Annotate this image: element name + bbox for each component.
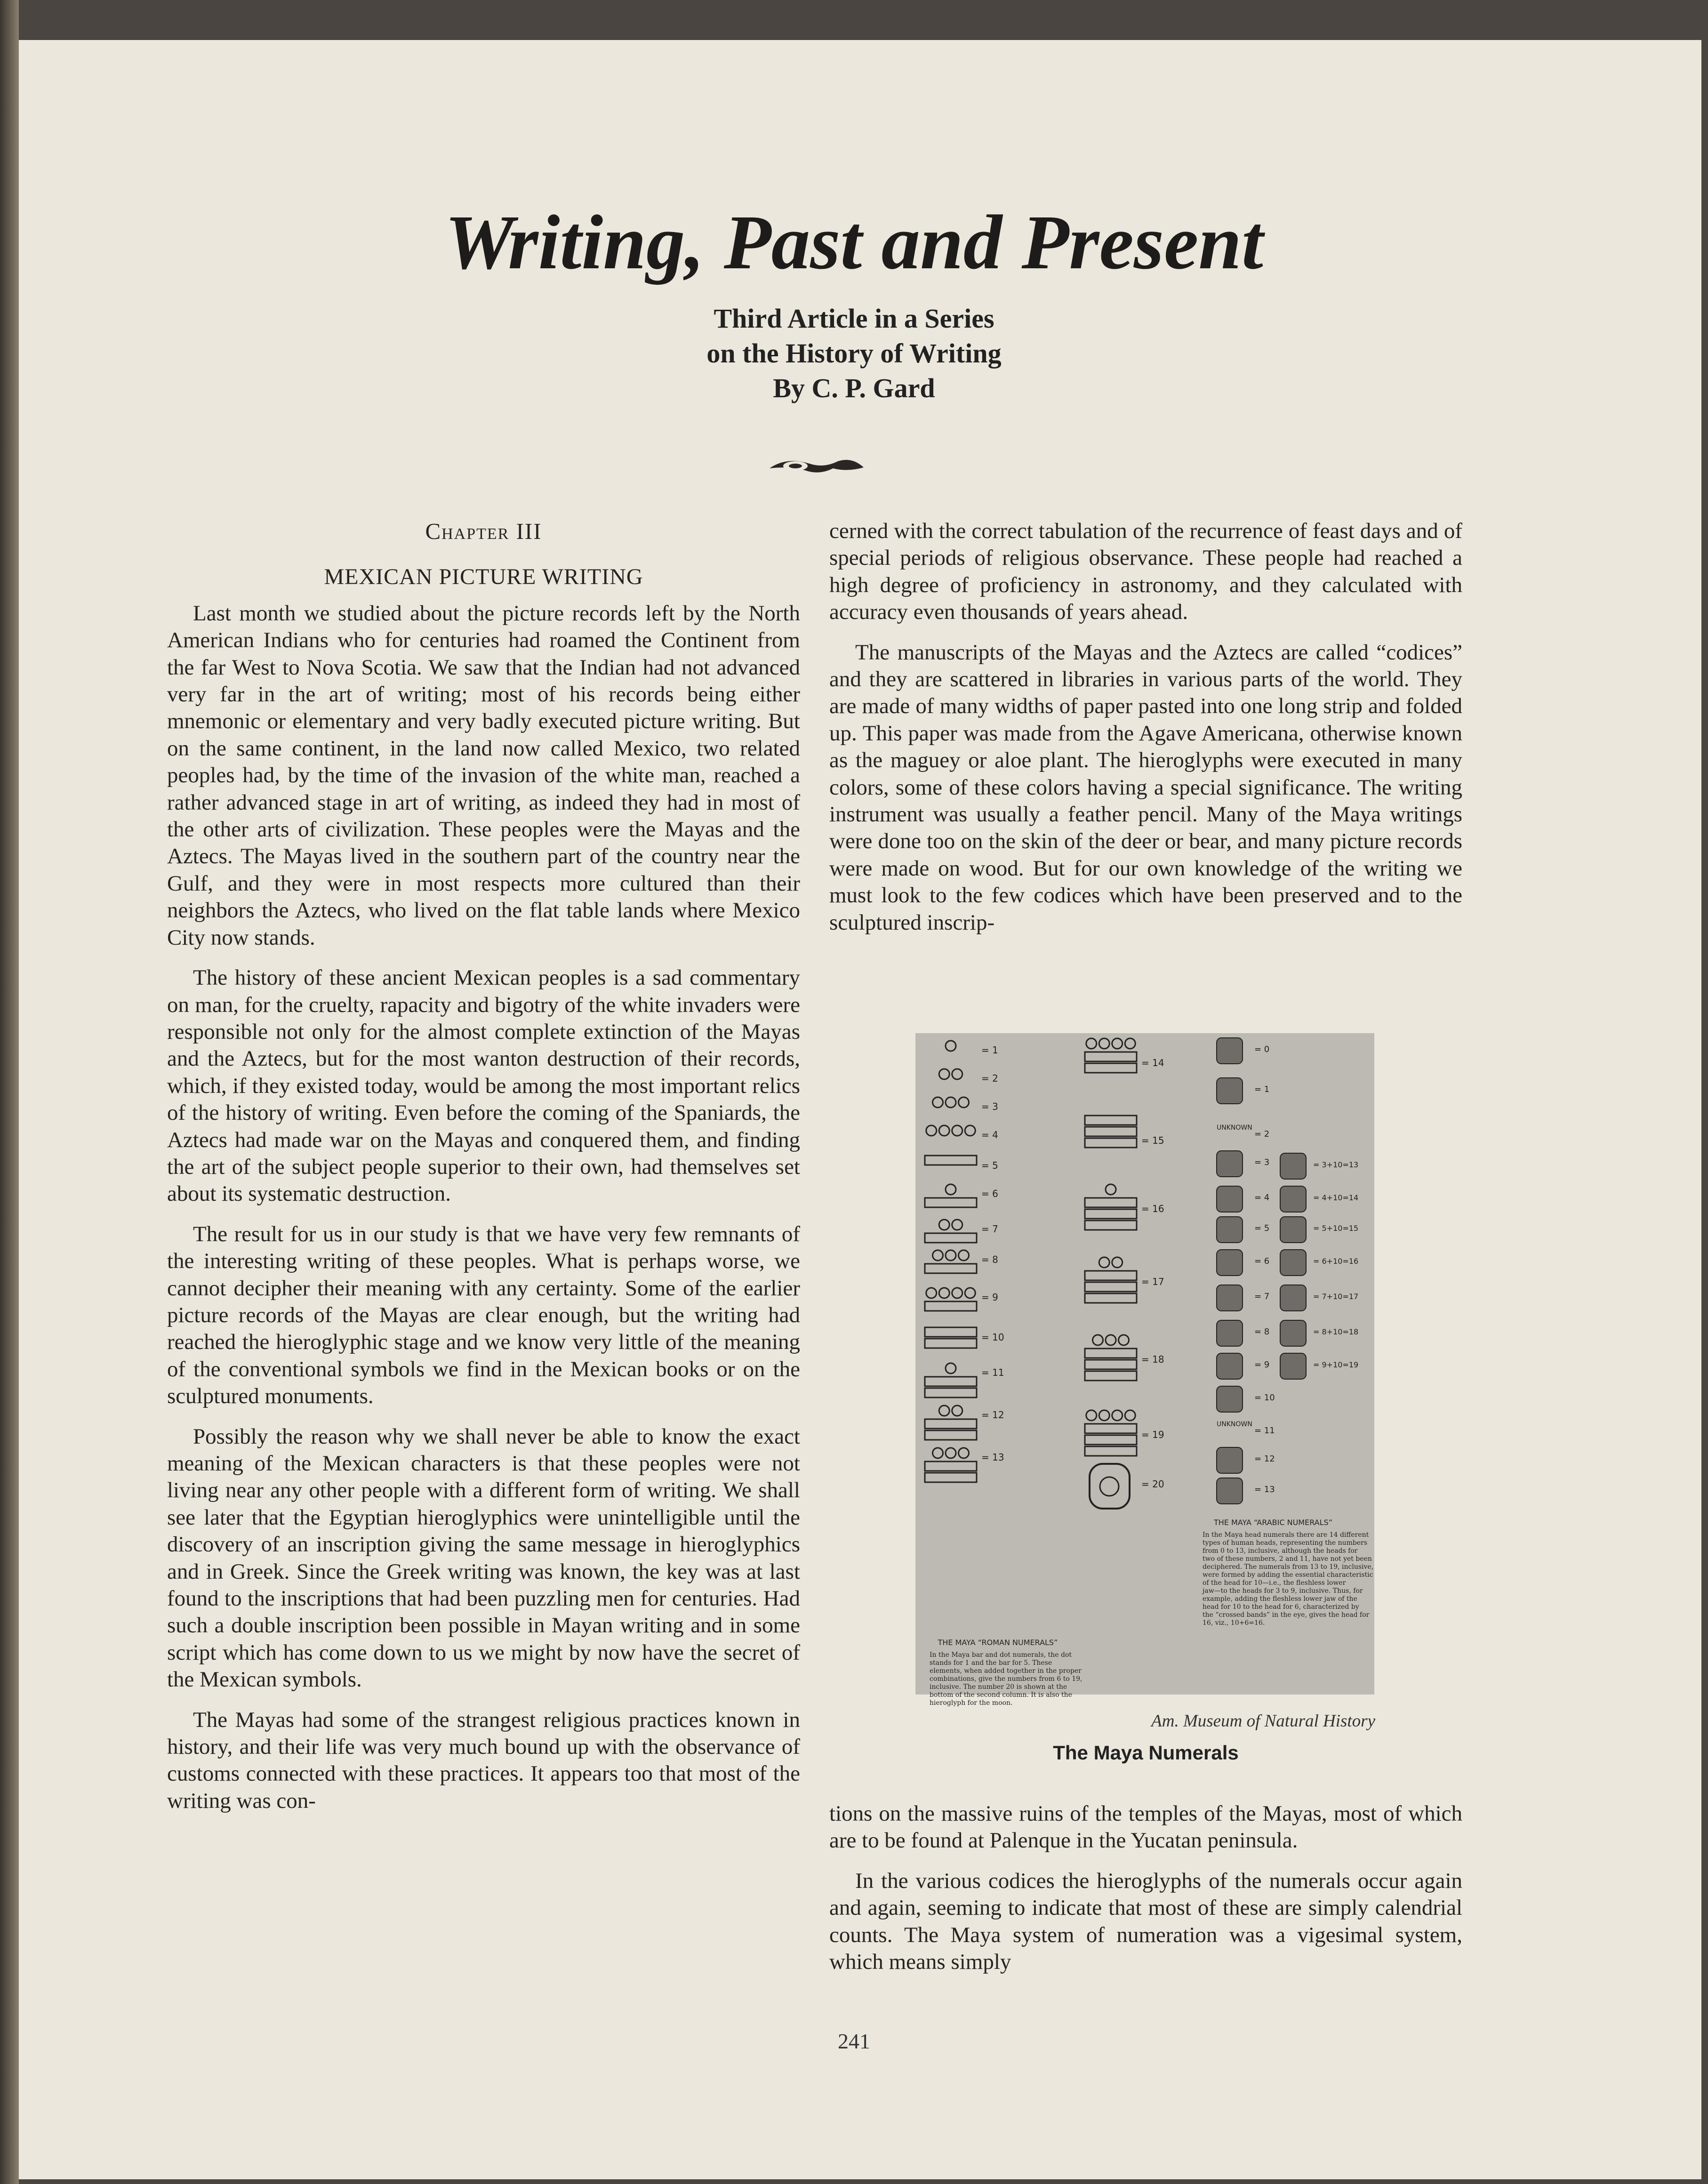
numeral-bar <box>1085 1349 1137 1358</box>
head-label: = 9+10=19 <box>1313 1360 1359 1369</box>
arabic-caption-text <box>1202 1531 1373 1627</box>
article-subtitle <box>0 301 1708 406</box>
numeral-label: = 13 <box>981 1452 1004 1463</box>
numeral-bar <box>1085 1127 1137 1136</box>
numeral-label: = 3 <box>981 1101 998 1112</box>
numeral-dot <box>939 1069 949 1079</box>
numeral-bar <box>925 1461 977 1471</box>
head-glyph-icon <box>1217 1447 1243 1473</box>
subtitle-line: on the History of Writing <box>706 338 1002 369</box>
numeral-bar <box>925 1264 977 1273</box>
head-glyph-icon <box>1280 1153 1306 1179</box>
head-label: = 7 <box>1254 1292 1270 1301</box>
head-label: = 3 <box>1254 1157 1270 1167</box>
numeral-dot <box>933 1448 943 1458</box>
numeral-dot <box>926 1288 937 1298</box>
head-glyph-icon <box>1280 1186 1306 1212</box>
head-glyph-icon <box>1217 1038 1243 1064</box>
numeral-bar <box>1085 1371 1137 1381</box>
numeral-dot <box>933 1250 943 1261</box>
caption-line: elements, when added together in the proper <box>930 1667 1082 1675</box>
arabic-caption-title: THE MAYA “ARABIC NUMERALS” <box>1214 1518 1332 1527</box>
head-glyph-icon <box>1280 1285 1306 1311</box>
numeral-bar <box>925 1156 977 1165</box>
caption-line: In the Maya head numerals there are 14 different <box>1203 1531 1369 1539</box>
head-glyph-icon <box>1217 1186 1243 1212</box>
moon-glyph <box>1090 1464 1130 1509</box>
numeral-dot <box>952 1125 962 1136</box>
numeral-bar <box>925 1327 977 1337</box>
paragraph: The Mayas had some of the strangest religious practices known in history, and their life was very much bound up with the observance of customs connected with these practices. It appears too that most of the writing was con- <box>167 1707 800 1813</box>
numeral-dot <box>1119 1335 1129 1345</box>
numeral-bar <box>1085 1424 1137 1433</box>
numeral-dot <box>1112 1038 1123 1049</box>
numeral-dot <box>952 1220 962 1230</box>
numeral-bar <box>1085 1052 1137 1061</box>
paragraph: In the various codices the hieroglyphs of the numerals occur again and again, seeming to indicate that most of these are simply calendrial counts. The Maya system of numeration was a vigesimal system, which means simply <box>829 1868 1462 1975</box>
numeral-bar <box>925 1301 977 1311</box>
numeral-bar <box>925 1430 977 1440</box>
numeral-label: = 8 <box>981 1254 998 1265</box>
head-label: = 5 <box>1254 1223 1270 1233</box>
caption-line: example, adding the fleshless lower jaw of the <box>1203 1595 1357 1603</box>
head-label: = 8+10=18 <box>1313 1327 1359 1336</box>
numeral-dot <box>1086 1410 1097 1421</box>
numeral-bar <box>1085 1138 1137 1148</box>
head-glyph-icon <box>1217 1353 1243 1379</box>
right-column-bottom <box>829 1800 1462 1975</box>
head-glyph-icon <box>1217 1250 1243 1276</box>
head-label: = 7+10=17 <box>1313 1292 1359 1301</box>
numeral-dot <box>1112 1257 1123 1268</box>
paragraph: tions on the massive ruins of the temples of the Mayas, most of which are to be found at Palenque in the Yucatan peninsula. <box>829 1801 1462 1853</box>
chapter-heading: Chapter III <box>425 518 542 544</box>
paragraph: The manuscripts of the Mayas and the Aztecs are called “codices” and they are scattered in libraries in various parts of the world. They are made of many widths of paper pasted into one long strip and folded up. This paper was made from the Agave Americana, otherwise known as the maguey or aloe plant. The hieroglyphs were executed in many colors, some of these colors having a special significance. The writing instrument was usually a feather pencil. Many of the Maya writings were done too on the skin of the deer or bear, and many picture records were made on wood. But for our own knowledge of the writing we must look to the few codices which have been preserved and to the sculptured inscrip- <box>829 640 1462 935</box>
numeral-bar <box>1085 1282 1137 1292</box>
numeral-bar <box>1085 1209 1137 1219</box>
caption-line: jaw—to the heads for 3 to 9, inclusive. Thus, for <box>1203 1587 1363 1595</box>
numeral-label: = 7 <box>981 1223 998 1235</box>
head-label: = 4 <box>1254 1193 1270 1203</box>
subtitle-line: Third Article in a Series <box>714 303 994 334</box>
figure-caption: The Maya Numerals <box>1053 1742 1239 1764</box>
head-glyph-icon <box>1217 1217 1243 1243</box>
numeral-dot <box>1106 1335 1116 1345</box>
caption-line: head for 10 to the head for 6, characterized by <box>1203 1603 1359 1611</box>
numeral-dot <box>959 1250 969 1261</box>
numeral-bar <box>1085 1360 1137 1369</box>
caption-line: two of these numbers, 2 and 11, have not yet been <box>1203 1555 1372 1563</box>
head-label: = 6+10=16 <box>1313 1257 1359 1266</box>
numeral-dot <box>946 1097 956 1108</box>
head-glyph-icon <box>1280 1320 1306 1346</box>
head-label: = 0 <box>1254 1044 1270 1054</box>
numeral-dot <box>965 1125 975 1136</box>
head-label: = 9 <box>1254 1360 1270 1370</box>
section-title: MEXICAN PICTURE WRITING <box>324 564 643 590</box>
numeral-bar <box>925 1388 977 1397</box>
numeral-dot <box>952 1405 962 1416</box>
numeral-label: = 1 <box>981 1044 998 1056</box>
paragraph: The result for us in our study is that we have very few remnants of the interesting writing of these peoples. What is perhaps worse, we cannot decipher their meaning with any certainty. Some of the earlier picture records of the Mayas are clear enough, but the writing had reached the hieroglyphic stage and we know very little of the meaning of the conventional symbols we find in the Mexican books or on the sculptured monuments. <box>167 1221 800 1409</box>
numeral-dot <box>939 1220 949 1230</box>
numeral-bar <box>925 1419 977 1429</box>
numeral-bar <box>1085 1293 1137 1303</box>
head-label: = 11 <box>1254 1426 1275 1436</box>
numeral-bar <box>1085 1063 1137 1073</box>
caption-line: were formed by adding the essential characteristic <box>1203 1571 1373 1579</box>
numeral-label: = 20 <box>1141 1478 1164 1490</box>
numeral-label: = 16 <box>1141 1203 1164 1214</box>
numeral-bar <box>1085 1271 1137 1280</box>
page-number: 241 <box>838 2029 870 2053</box>
caption-line: of the head for 10—i.e., the fleshless lower <box>1203 1579 1346 1587</box>
numeral-bar <box>1085 1435 1137 1445</box>
head-label: = 5+10=15 <box>1313 1224 1359 1233</box>
unknown-label: UNKNOWN <box>1217 1421 1252 1428</box>
head-glyph-icon <box>1217 1320 1243 1346</box>
numeral-dot <box>946 1041 956 1051</box>
numeral-label: = 18 <box>1141 1354 1164 1365</box>
numeral-dot <box>926 1125 937 1136</box>
numeral-dot <box>946 1448 956 1458</box>
numeral-dot <box>1086 1038 1097 1049</box>
numeral-label: = 5 <box>981 1160 998 1171</box>
numeral-label: = 19 <box>1141 1429 1164 1440</box>
head-glyph-icon <box>1217 1386 1243 1412</box>
numeral-label: = 11 <box>981 1367 1004 1378</box>
right-column-top <box>829 518 1462 936</box>
numeral-dot <box>1125 1410 1135 1421</box>
numeral-dot <box>1099 1038 1109 1049</box>
caption-line: combinations, give the numbers from 6 to 19, <box>930 1675 1083 1683</box>
numeral-label: = 14 <box>1141 1057 1164 1068</box>
article-title: Writing, Past and Present <box>445 199 1263 285</box>
numeral-dot <box>1093 1335 1103 1345</box>
caption-line: stands for 1 and the bar for 5. These <box>930 1659 1052 1667</box>
paragraph: Last month we studied about the picture records left by the North American Indians who for centuries had roamed the Continent from the far West to Nova Scotia. We saw that the Indian had not advanced very far in the art of writing; most of his records being either mnemonic or elementary and very badly executed picture writing. But on the same continent, in the land now called Mexico, two related peoples had, by the time of the invasion of the white man, reached a rather advanced stage in art of writing, as indeed they had in most of the other arts of civilization. These peoples were the Mayas and the Aztecs. The Mayas lived in the southern part of the country near the Gulf, and they were in most respects more cultured than their neighbors the Aztecs, who lived on the flat table lands where Mexico City now stands. <box>167 601 800 950</box>
numeral-dot <box>939 1125 949 1136</box>
numeral-dot <box>952 1069 962 1079</box>
numeral-dot <box>1125 1038 1135 1049</box>
caption-line: deciphered. The numerals from 13 to 19, inclusive, <box>1203 1563 1374 1571</box>
numeral-label: = 10 <box>981 1332 1004 1343</box>
head-glyph-icon <box>1217 1285 1243 1311</box>
numeral-label: = 9 <box>981 1292 998 1303</box>
numeral-dot <box>1112 1410 1123 1421</box>
head-glyph-icon <box>1280 1250 1306 1276</box>
head-glyph-icon <box>1280 1353 1306 1379</box>
caption-line: hieroglyph for the moon. <box>930 1699 1013 1707</box>
numeral-bar <box>925 1233 977 1243</box>
head-label: = 12 <box>1254 1454 1275 1464</box>
caption-line: from 0 to 13, inclusive, although the heads for <box>1203 1547 1358 1555</box>
paragraph: The history of these ancient Mexican peoples is a sad commentary on man, for the cruelty, rapacity and bigotry of the white invaders were responsible not only for the almost complete extinction of the Mayas and the Aztecs, but for the most wanton destruction of their records, which, if they existed today, would be among the most important relics of the history of writing. Even before the coming of the Spaniards, the Aztecs had made war on the Mayas and conquered them, and finding the art of the subject people superior to their own, had themselves set about its systematic destruction. <box>167 965 800 1206</box>
numeral-bar <box>925 1339 977 1348</box>
numeral-label: = 4 <box>981 1129 998 1140</box>
numeral-dot <box>1099 1410 1109 1421</box>
ornament-icon <box>767 454 866 478</box>
caption-line: 16, viz., 10+6=16. <box>1203 1619 1265 1627</box>
paragraph: Possibly the reason why we shall never be able to know the exact meaning of the Mexican characters is that these peoples were not living near any other people with a different form of writing. We shall see later that the Egyptian hieroglyphics were unintelligible until the discovery of an inscription giving the same message in hieroglyphics and in Greek. Since the Greek writing was known, the key was at last found to the inscriptions that had been puzzling men for centuries. Had such a double inscription been possible in Mayan writing and in some script which has come down to us we might by now have the secret of the Mexican symbols. <box>167 1424 800 1692</box>
figure-credit: Am. Museum of Natural History <box>1151 1711 1375 1731</box>
head-label: = 10 <box>1254 1393 1275 1403</box>
numeral-dot <box>959 1097 969 1108</box>
numeral-label: = 6 <box>981 1188 998 1199</box>
numeral-dot <box>939 1405 949 1416</box>
head-glyph-icon <box>1217 1151 1243 1177</box>
head-label: = 13 <box>1254 1485 1275 1494</box>
head-label: = 3+10=13 <box>1313 1160 1359 1169</box>
numeral-dot <box>946 1363 956 1373</box>
head-glyph-icon <box>1217 1078 1243 1104</box>
roman-caption-text <box>930 1651 1082 1707</box>
byline: By C. P. Gard <box>773 373 935 403</box>
numeral-dot <box>946 1184 956 1195</box>
numeral-dot <box>933 1097 943 1108</box>
maya-numerals-figure <box>915 1033 1374 1707</box>
numeral-bar <box>1085 1198 1137 1207</box>
head-label: = 8 <box>1254 1327 1270 1337</box>
caption-line: the “crossed bands” in the eye, gives the head for <box>1203 1611 1370 1619</box>
numeral-dot <box>1099 1257 1109 1268</box>
numeral-dot <box>1106 1184 1116 1195</box>
paragraph: cerned with the correct tabulation of the recurrence of feast days and of special periods of religious observance. These people had reached a high degree of proficiency in astronomy, and they calculated with accuracy even thousands of years ahead. <box>829 519 1462 625</box>
numeral-bar <box>925 1198 977 1207</box>
numeral-dot <box>965 1288 975 1298</box>
roman-caption-title: THE MAYA “ROMAN NUMERALS” <box>938 1638 1058 1647</box>
numeral-label: = 17 <box>1141 1276 1164 1287</box>
head-label: = 1 <box>1254 1084 1270 1094</box>
head-label: = 2 <box>1254 1129 1270 1139</box>
numeral-dot <box>946 1250 956 1261</box>
caption-line: In the Maya bar and dot numerals, the dot <box>930 1651 1072 1659</box>
numeral-dot <box>952 1288 962 1298</box>
head-glyph-icon <box>1280 1217 1306 1243</box>
numeral-label: = 15 <box>1141 1135 1164 1146</box>
moon-glyph-inner <box>1100 1477 1119 1496</box>
caption-line: types of human heads, representing the numbers <box>1203 1539 1368 1547</box>
numeral-bar <box>1085 1446 1137 1456</box>
left-column <box>167 518 800 1815</box>
numeral-bar <box>1085 1116 1137 1125</box>
numeral-bar <box>925 1377 977 1386</box>
unknown-label: UNKNOWN <box>1217 1124 1252 1132</box>
numeral-dot <box>939 1288 949 1298</box>
head-label: = 4+10=14 <box>1313 1193 1359 1202</box>
numeral-label: = 2 <box>981 1073 998 1084</box>
numeral-dot <box>959 1448 969 1458</box>
caption-line: inclusive. The number 20 is shown at the <box>930 1683 1067 1691</box>
head-label: = 6 <box>1254 1256 1270 1266</box>
numeral-label: = 12 <box>981 1409 1004 1421</box>
numeral-bar <box>925 1473 977 1482</box>
caption-line: bottom of the second column. It is also the <box>930 1691 1072 1699</box>
numeral-bar <box>1085 1220 1137 1230</box>
head-glyph-icon <box>1217 1478 1243 1504</box>
